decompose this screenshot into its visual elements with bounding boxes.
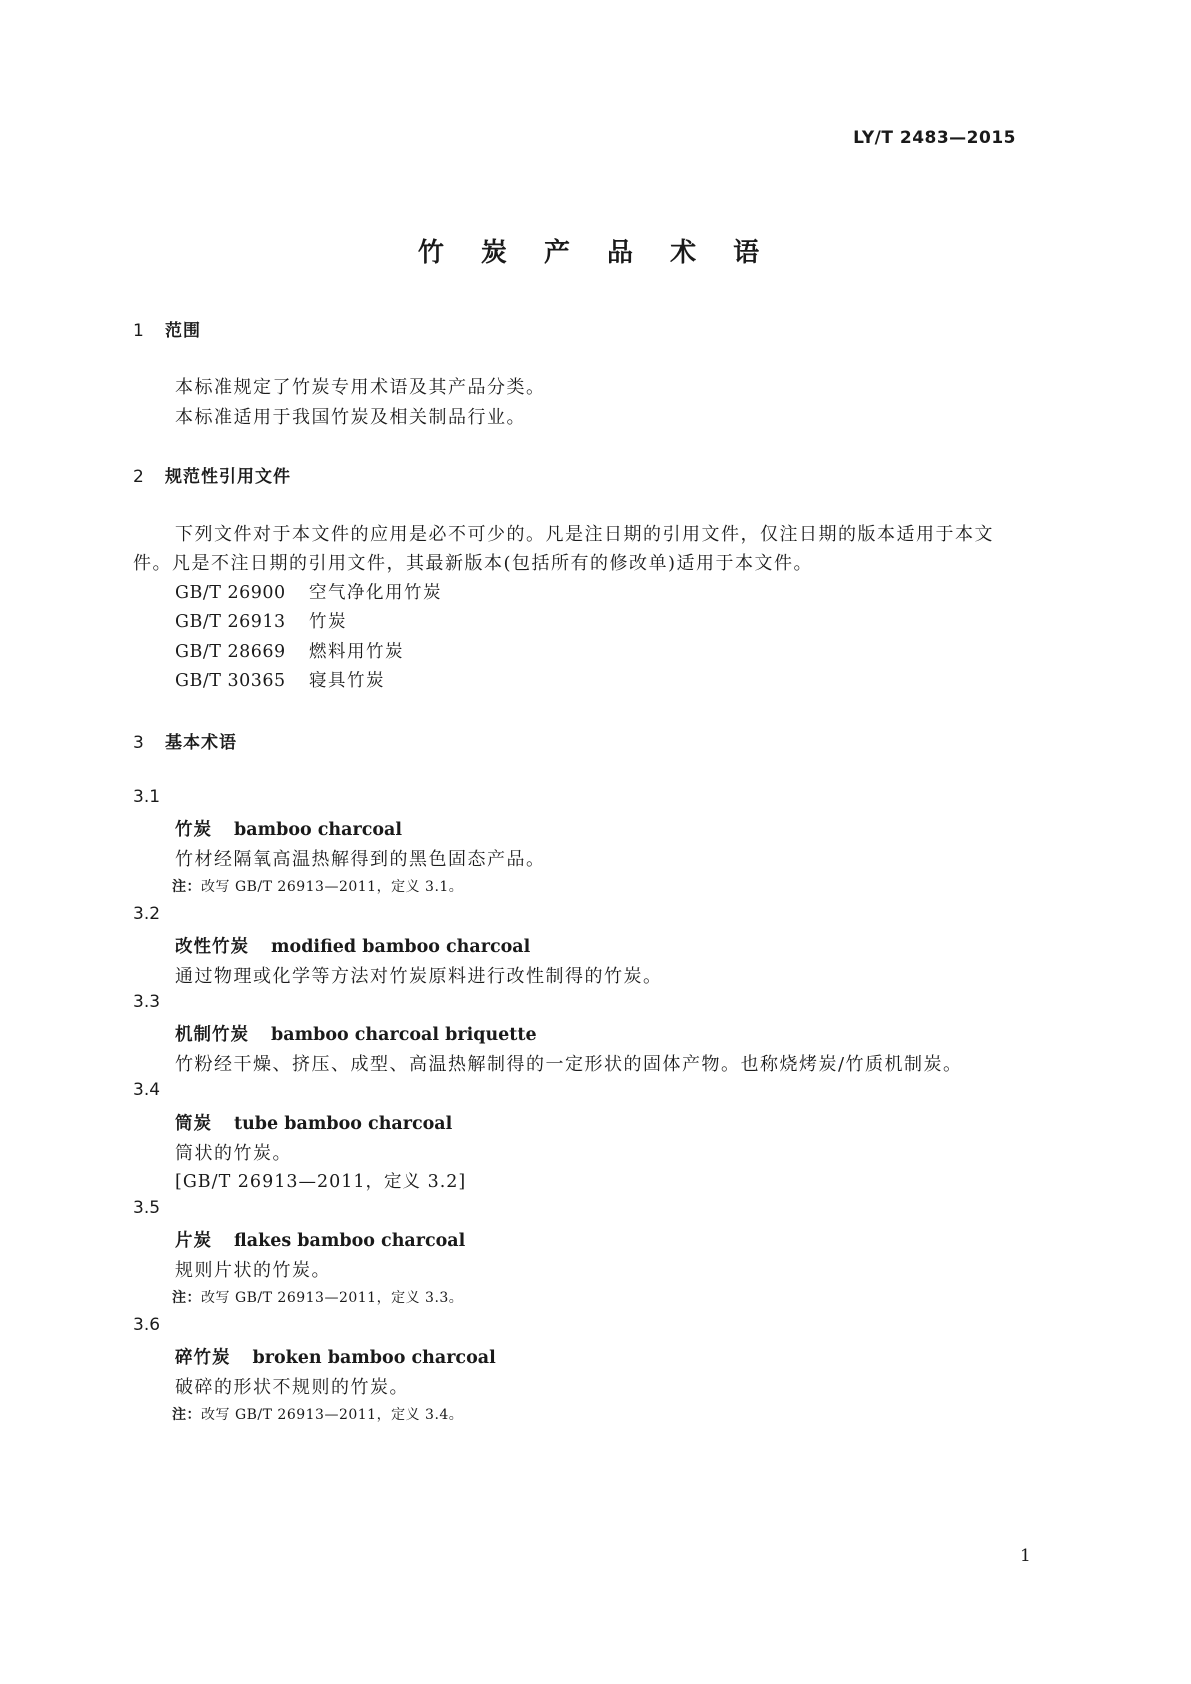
document-title: 竹 炭 产 品 术 语: [417, 238, 774, 268]
term-number: 3.4: [133, 1080, 161, 1100]
reference-code: GB/T 28669: [175, 642, 286, 662]
section-number: 1: [133, 321, 144, 341]
term-entry: [175, 1227, 465, 1252]
term-number: 3.3: [133, 992, 161, 1012]
term-chinese: 机制竹炭: [175, 1025, 249, 1045]
term-number: 3.1: [133, 787, 161, 807]
reference-name: 空气净化用竹炭: [309, 583, 442, 603]
note-text: 改写 GB/T 26913—2011，定义 3.3。: [201, 1290, 464, 1306]
note-label: 注：: [172, 879, 201, 895]
term-source: [GB/T 26913—2011，定义 3.2]: [175, 1172, 467, 1192]
term-note: [172, 1287, 463, 1307]
term-note: [172, 1404, 463, 1424]
term-definition: 通过物理或化学等方法对竹炭原料进行改性制得的竹炭。: [175, 966, 663, 987]
term-chinese: 筒炭: [175, 1114, 212, 1134]
term-definition: 破碎的形状不规则的竹炭。: [175, 1377, 409, 1398]
reference-item: [175, 667, 385, 692]
scope-paragraph: 本标准规定了竹炭专用术语及其产品分类。: [175, 377, 546, 398]
reference-code: GB/T 26900: [175, 583, 286, 603]
term-definition: 规则片状的竹炭。: [175, 1260, 331, 1281]
references-intro: 下列文件对于本文件的应用是必不可少的。凡是注日期的引用文件，仅注日期的版本适用于本文: [175, 524, 994, 545]
term-entry: [175, 1021, 537, 1046]
section-title: 规范性引用文件: [165, 467, 291, 487]
term-definition: 筒状的竹炭。: [175, 1143, 292, 1164]
standard-code: LY/T 2483—2015: [853, 128, 1016, 148]
term-entry: [175, 933, 530, 958]
section-title: 范围: [165, 321, 201, 341]
term-definition: 竹材经隔氧高温热解得到的黑色固态产品。: [175, 849, 546, 870]
term-english: flakes bamboo charcoal: [234, 1231, 466, 1251]
term-number: 3.6: [133, 1315, 161, 1335]
page-number: 1: [1020, 1546, 1031, 1566]
reference-name: 寝具竹炭: [309, 671, 385, 691]
section-heading-terms: [133, 728, 237, 753]
section-heading-references: [133, 462, 291, 487]
reference-item: [175, 638, 404, 663]
reference-item: [175, 608, 347, 633]
term-chinese: 竹炭: [175, 820, 212, 840]
reference-code: GB/T 30365: [175, 671, 286, 691]
term-entry: [175, 1110, 452, 1135]
references-intro: 件。凡是不注日期的引用文件，其最新版本(包括所有的修改单)适用于本文件。: [133, 553, 814, 574]
term-english: bamboo charcoal: [234, 820, 403, 840]
term-english: tube bamboo charcoal: [234, 1114, 453, 1134]
note-label: 注：: [172, 1407, 201, 1423]
term-note: [172, 876, 463, 896]
term-entry: [175, 1344, 496, 1369]
term-number: 3.2: [133, 904, 161, 924]
term-entry: [175, 816, 402, 841]
term-definition: 竹粉经干燥、挤压、成型、高温热解制得的一定形状的固体产物。也称烧烤炭/竹质机制炭。: [175, 1054, 963, 1075]
note-label: 注：: [172, 1290, 201, 1306]
note-text: 改写 GB/T 26913—2011，定义 3.1。: [201, 879, 464, 895]
reference-name: 竹炭: [309, 612, 347, 632]
note-text: 改写 GB/T 26913—2011，定义 3.4。: [201, 1407, 464, 1423]
term-english: modified bamboo charcoal: [271, 937, 531, 957]
section-number: 2: [133, 467, 144, 487]
section-heading-scope: [133, 316, 201, 341]
reference-code: GB/T 26913: [175, 612, 286, 632]
term-number: 3.5: [133, 1198, 161, 1218]
term-chinese: 改性竹炭: [175, 937, 249, 957]
section-number: 3: [133, 733, 144, 753]
term-chinese: 碎竹炭: [175, 1348, 231, 1368]
reference-item: [175, 579, 442, 604]
scope-paragraph: 本标准适用于我国竹炭及相关制品行业。: [175, 407, 526, 428]
term-english: bamboo charcoal briquette: [271, 1025, 537, 1045]
term-chinese: 片炭: [175, 1231, 212, 1251]
term-english: broken bamboo charcoal: [252, 1348, 496, 1368]
reference-name: 燃料用竹炭: [309, 642, 404, 662]
section-title: 基本术语: [165, 733, 237, 753]
